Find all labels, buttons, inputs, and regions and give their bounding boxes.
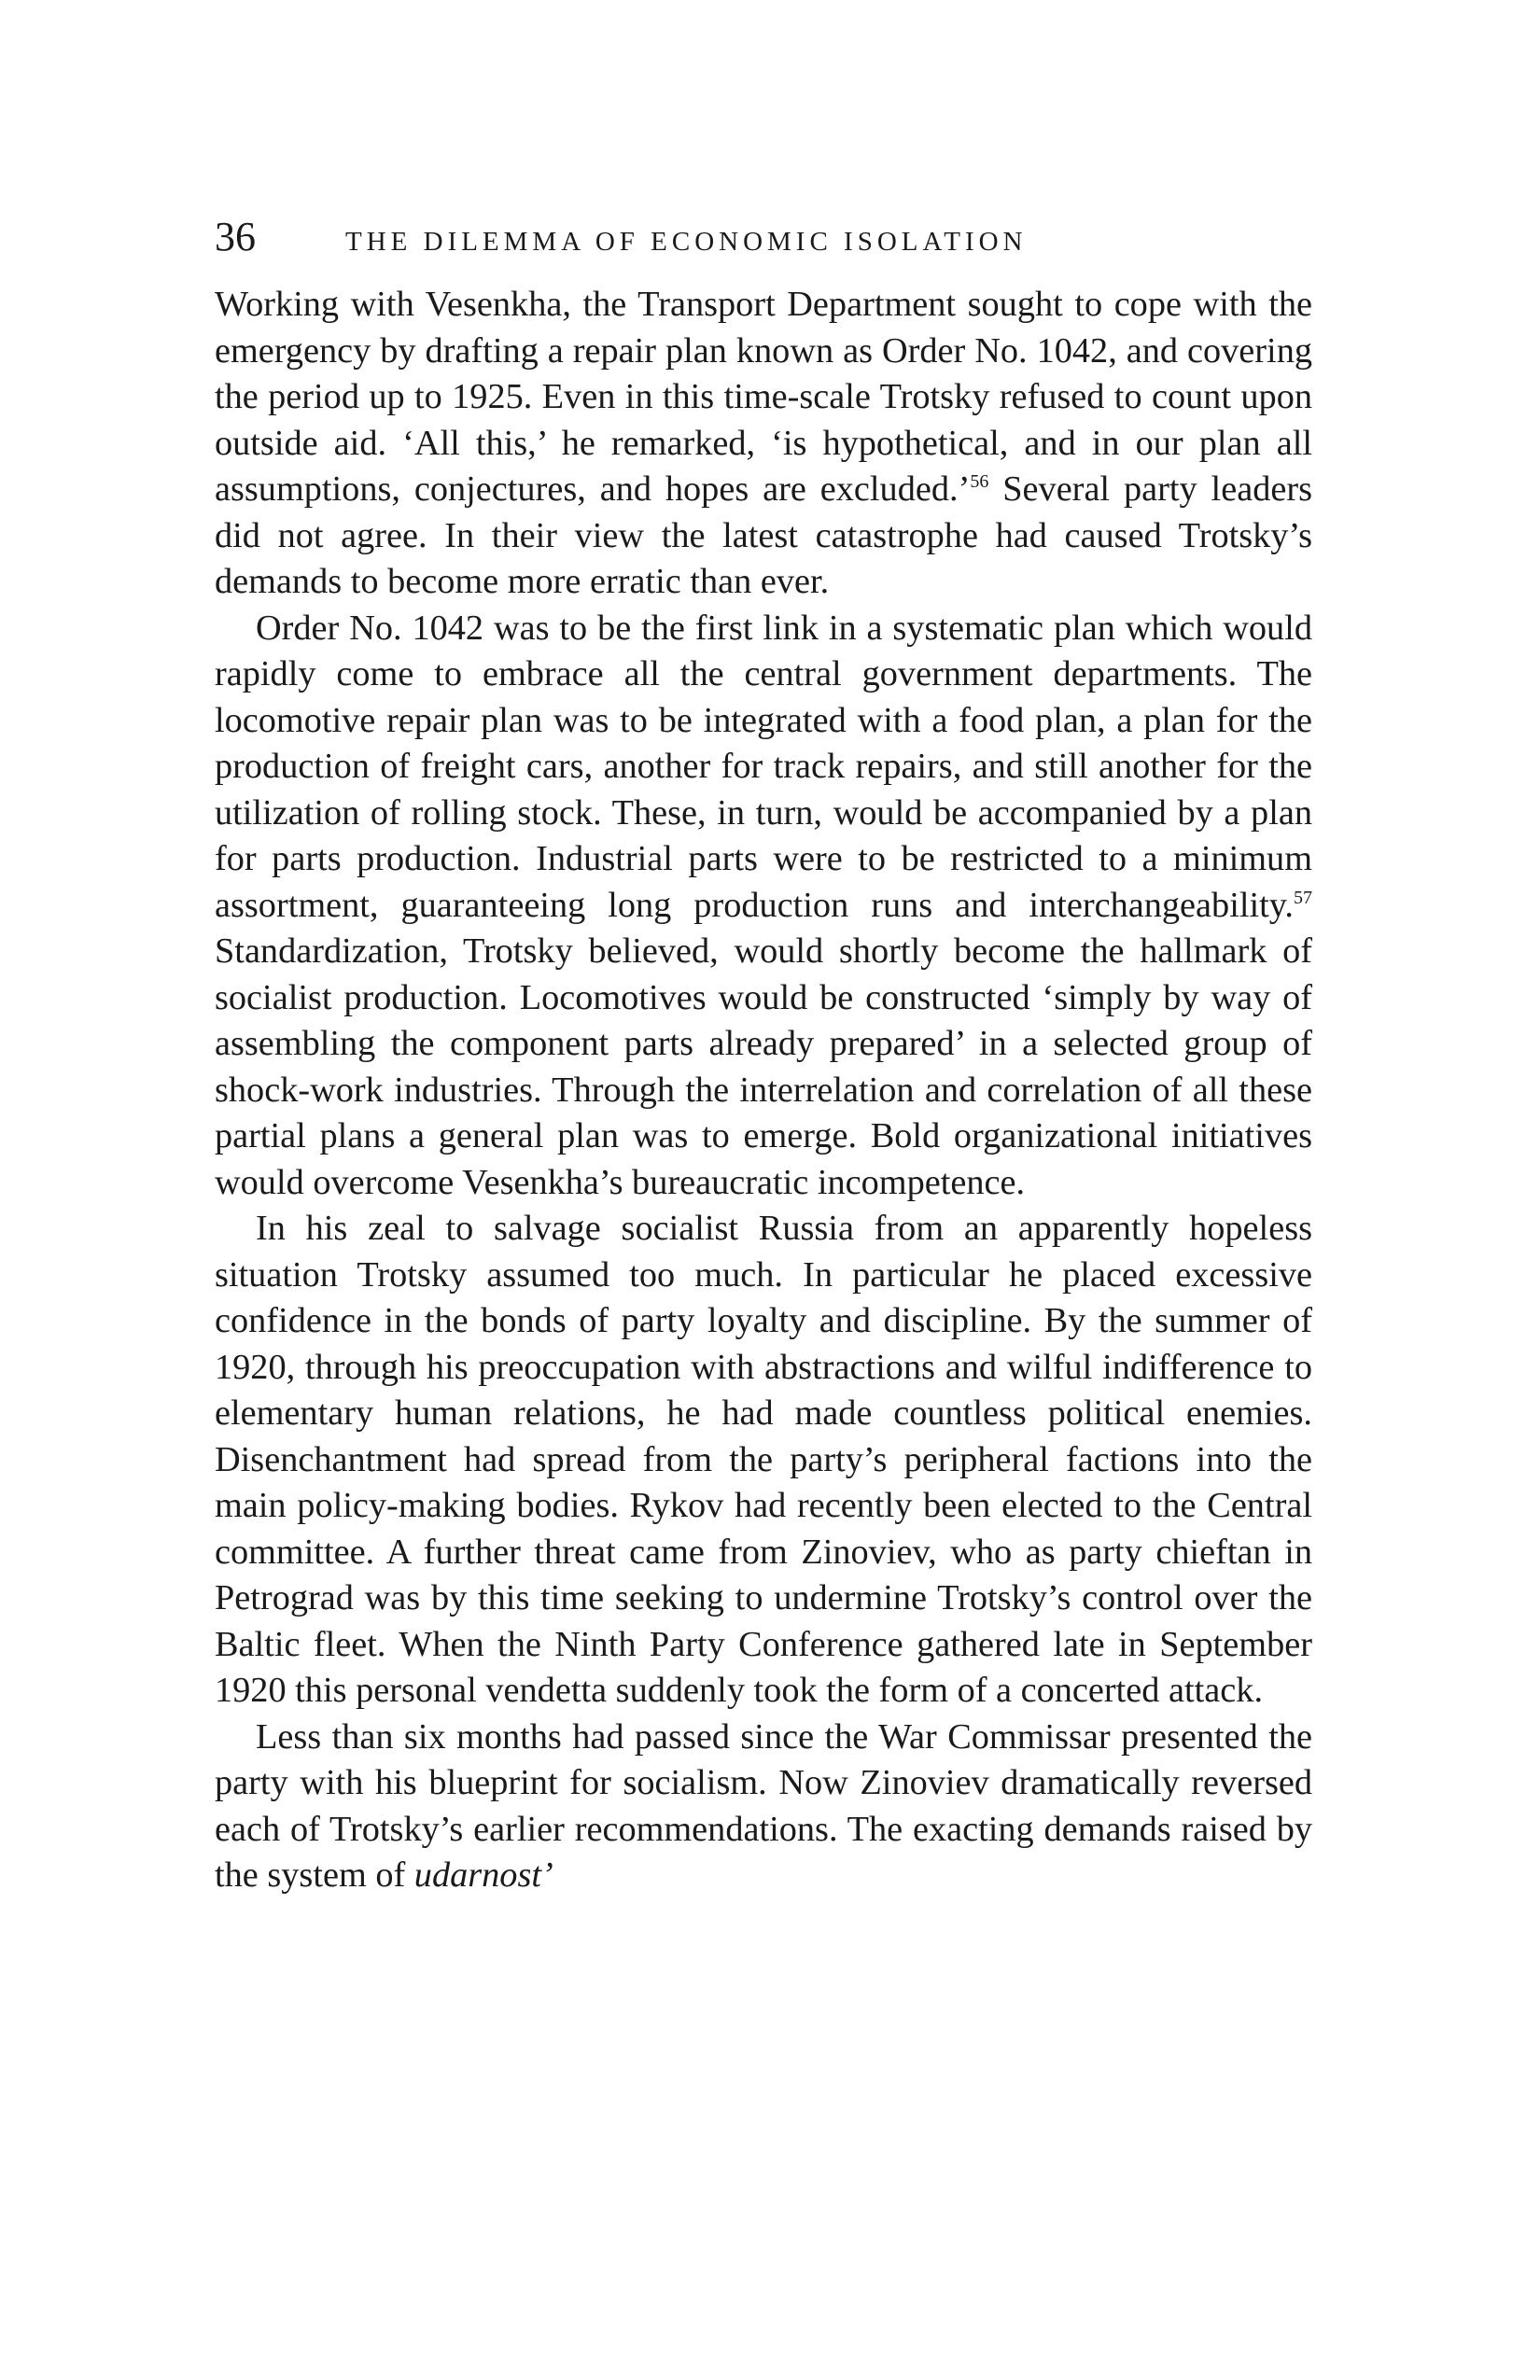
paragraph-text: Working with Vesenkha, the Transport Department sought to cope with the emergency by drafting a repair plan known as Order No. 1042, and covering the period up to 1925. Even in this time-scale Trotsky refused to count upon outside aid. ‘All this,’ he remarked, ‘is hypothetical, and in our plan all assumptions, conjectures, and hopes are excluded.’ (215, 285, 1312, 509)
italic-term: udarnost’ (413, 1855, 553, 1895)
paragraph-1 (215, 282, 1312, 606)
paragraph-4 (215, 1715, 1312, 1899)
paragraph-text: Standardization, Trotsky believed, would shortly become the hallmark of socialist production. Locomotives would be constructed ‘simply by way of assembling the component parts already prepared’ in a selected group of shock-work industries. Through the interrelation and correlation of all these partial plans a general plan was to emerge. Bold organizational initiatives would overcome Vesenkha’s bureaucratic incompetence. (215, 931, 1312, 1202)
running-head (215, 213, 1312, 269)
footnote-marker-56: 56 (970, 471, 989, 493)
paragraph-text: Several party leaders did not agree. In their view the latest catastrophe had caused Trotsky’s demands to become more erratic than ever. (215, 469, 1313, 601)
running-title: THE DILEMMA OF ECONOMIC ISOLATION (345, 227, 1028, 257)
footnote-marker-57: 57 (1294, 887, 1312, 908)
paragraph-2 (215, 606, 1312, 1207)
paragraph-3: In his zeal to salvage socialist Russia from an apparently hopeless situation Trotsky assumed too much. In particular he placed excessive confidence in the bonds of party loyalty and discipline. By the summer of 1920, through his preoccupation with abstractions and wilful indifference to elementary human relations, he had made countless political enemies. Disenchantment had spread from the party’s peripheral factions into the main policy-making bodies. Rykov had recently been elected to the Central committee. A further threat came from Zinoviev, who as party chieftan in Petrograd was by this time seeking to undermine Trotsky’s control over the Baltic fleet. When the Ninth Party Conference gathered late in September 1920 this personal vendetta suddenly took the form of a concerted attack. (215, 1209, 1312, 1710)
body-text (215, 282, 1312, 1899)
page-number: 36 (215, 214, 256, 259)
paragraph-text: Order No. 1042 was to be the first link in a systematic plan which would rapidly come to embrace all the central government departments. The locomotive repair plan was to be integrated with a food plan, a plan for the production of freight cars, another for track repairs, and still another for the utilization of rolling stock. These, in turn, would be accompanied by a plan for parts production. Industrial parts were to be restricted to a minimum assortment, guaranteeing long production runs and interchangeability. (215, 608, 1312, 925)
paragraph-text: Less than six months had passed since the War Commissar presented the party with his blueprint for socialism. Now Zinoviev dramatically reversed each of Trotsky’s earlier recommendations. The exacting demands raised by the system of (215, 1716, 1312, 1895)
book-page (215, 213, 1312, 1899)
